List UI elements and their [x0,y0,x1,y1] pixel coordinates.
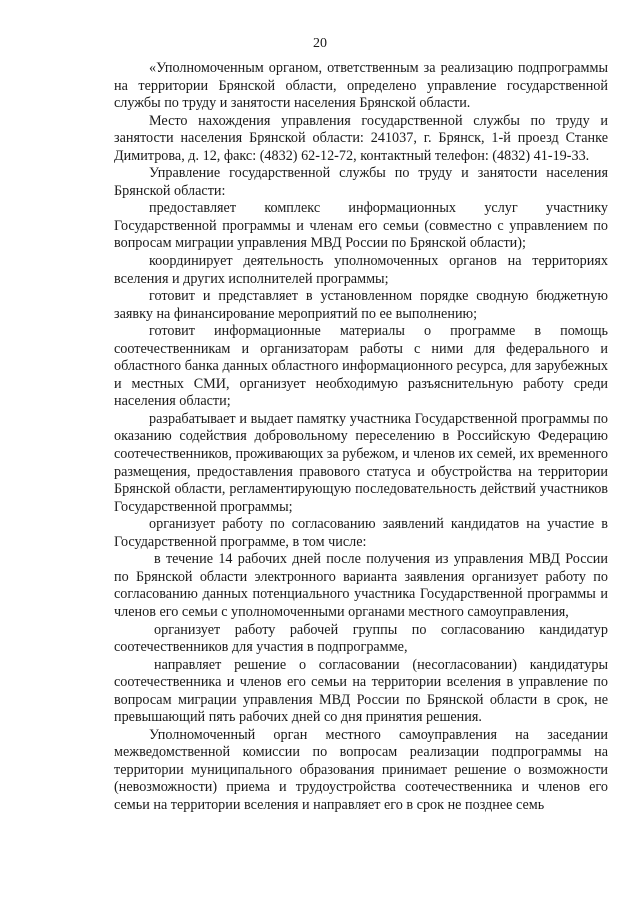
paragraph-application-approval: организует работу по согласованию заявлений кандидатов на участие в Государственной программе, в том числе: [114,516,608,550]
document-body [114,60,608,815]
page-number: 20 [313,36,327,51]
paragraph-info-materials: готовит информационные материалы о программе в помощь соотечественникам и организаторам работы с ними для федерального и областного банка данных областного информационного ресурса, для зарубежных и местных СМИ, организует необходимую разъяснительную работу среди населения области; [114,323,608,410]
paragraph-local-authority: Уполномоченный орган местного самоуправления на заседании межведомственной комиссии по вопросам реализации подпрограммы на территории муниципального образования принимает решение о возможности (невозможности) приема и трудоустройства соотечественника и членов его семьи на территории вселения и направляет его в срок не позднее семь [114,726,608,813]
paragraph-participant-memo: разрабатывает и выдает памятку участника Государственной программы по оказанию содействия добровольному переселению в Российскую Федерацию соотечественников, проживающих за рубежом, и членов их семей, их временного размещения, предоставления правового статуса и обустройства на территории Брянской области, регламентирующую последовательность действий участников Государственной программы; [114,410,608,515]
paragraph-budget-request: готовит и представляет в установленном порядке сводную бюджетную заявку на финансирование мероприятий по ее выполнению; [114,288,608,322]
paragraph-department-intro: Управление государственной службы по труду и занятости населения Брянской области: [114,165,608,199]
paragraph-provides-services: предоставляет комплекс информационных услуг участнику Государственной программы и членам его семьи (совместно с управлением по вопросам миграции управления МВД России по Брянской области); [114,200,608,252]
paragraph-location: Место нахождения управления государственной службы по труду и занятости населения Брянской области: 241037, г. Брянск, 1-й проезд Станке Димитрова, д. 12, факс: (4832) 62-12-72, контактный телефон: (4832) 41-19-33. [114,112,608,164]
paragraph-coordinates: координирует деятельность уполномоченных органов на территориях вселения и других исполнителей программы; [114,253,608,287]
paragraph-14-days: в течение 14 рабочих дней после получения из управления МВД России по Брянской области электронного варианта заявления организует работу по согласованию данных потенциального участника Государственной программы и членов его семьи с уполномоченными органами местного самоуправления, [114,551,608,620]
paragraph-working-group: организует работу рабочей группы по согласованию кандидатур соотечественников для участия в подпрограмме, [114,621,608,656]
paragraph-decision-sent: направляет решение о согласовании (несогласовании) кандидатуры соотечественника и членов его семьи на территории вселения в управление по вопросам миграции управления МВД России по Брянской области в срок, не превышающий пять рабочих дней со дня принятия решения. [114,656,608,726]
paragraph-authorized-body: «Уполномоченным органом, ответственным за реализацию подпрограммы на территории Брянской области, определено управление государственной службы по труду и занятости населения Брянской области. [114,60,608,112]
